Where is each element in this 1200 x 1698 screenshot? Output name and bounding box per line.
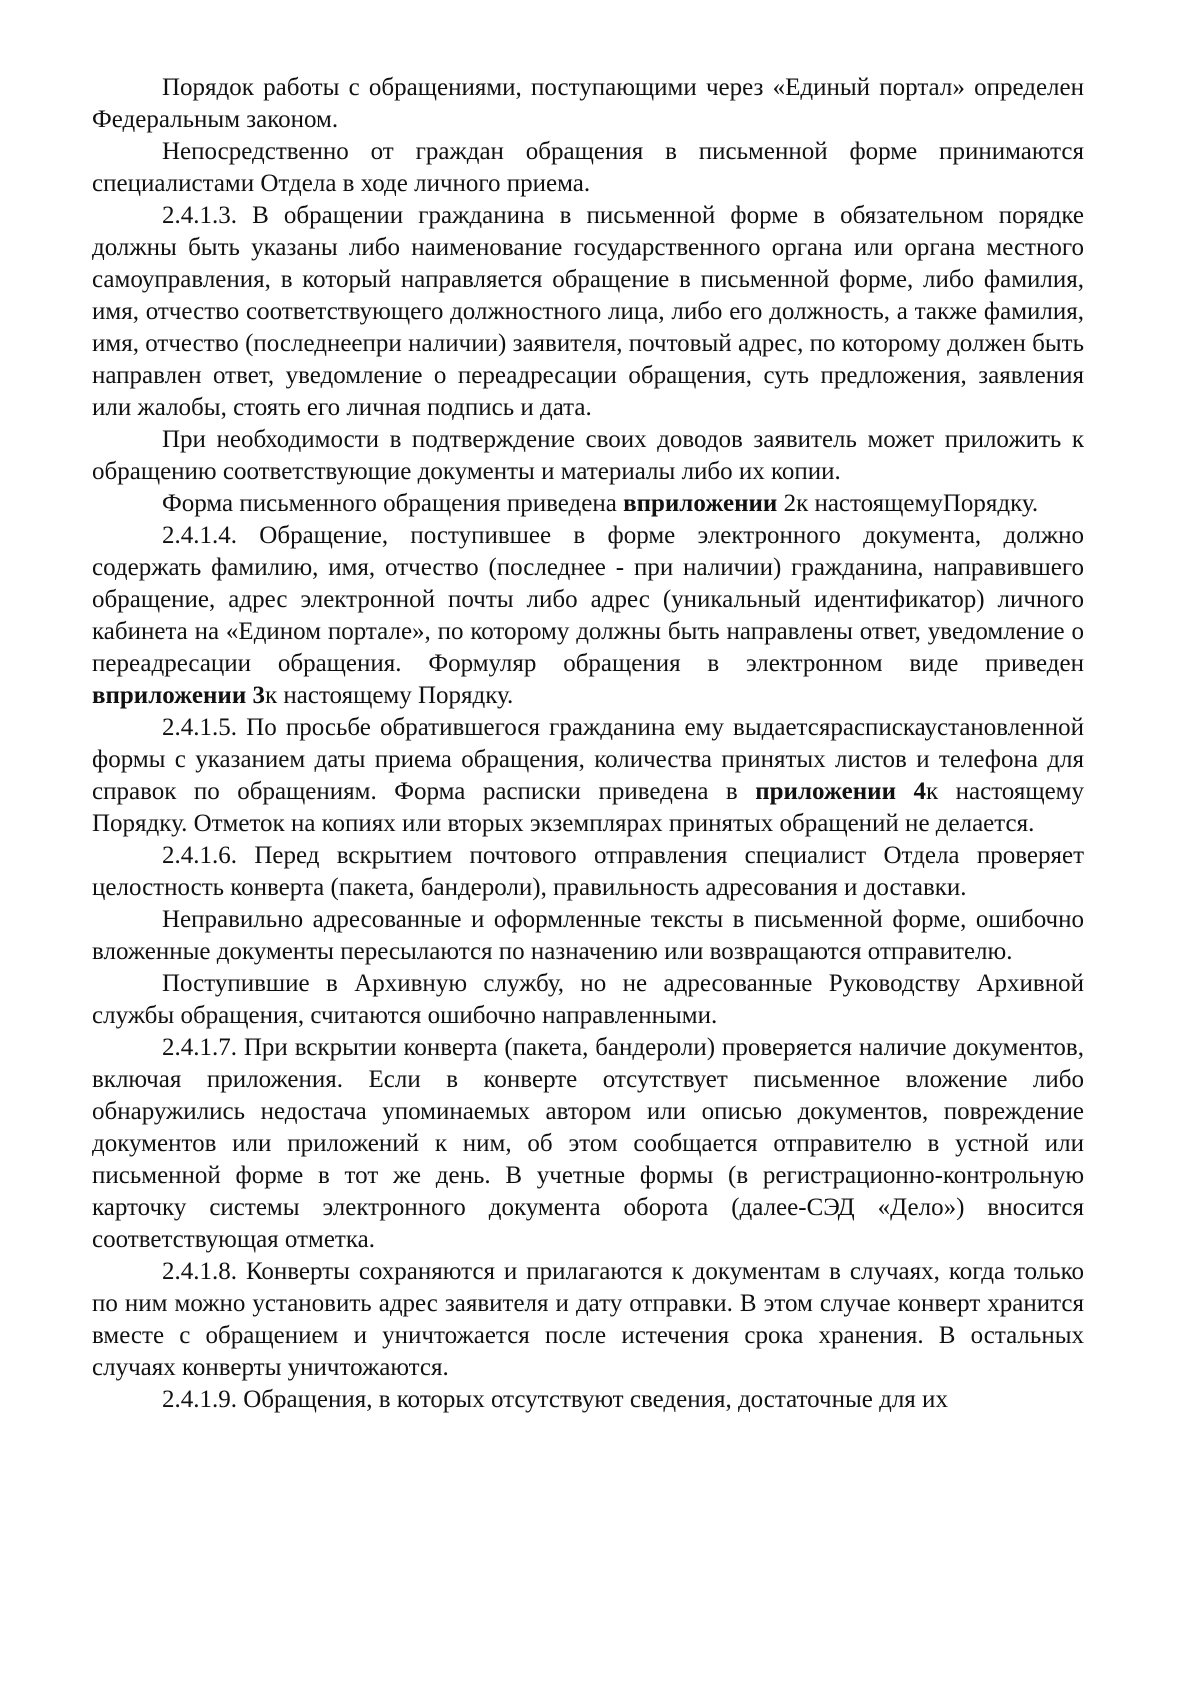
- bold-reference: вприложении 3: [92, 682, 265, 709]
- paragraph-p2: [92, 136, 1084, 200]
- paragraph-text: Неправильно адресованные и оформленные тексты в письменной форме, ошибочно вложенные документы пересылаются по назначению или возвращаются отправителю.: [92, 906, 1084, 965]
- paragraph-text: Порядок работы с обращениями, поступающими через «Единый портал» определен Федеральным законом.: [92, 74, 1084, 133]
- paragraph-text: 2.4.1.5. По просьбе обратившегося гражданина ему выдаетсяраспискаустановленной формы с указанием даты приема обращения, количества принятых листов и телефона для справок по обращениям. Форма расписки приведена в: [92, 714, 1084, 805]
- paragraph-p8: [92, 840, 1084, 904]
- paragraph-text: 2.4.1.7. При вскрытии конверта (пакета, бандероли) проверяется наличие документов, включая приложения. Если в конверте отсутствует письменное вложение либо обнаружились недостача упоминаемых автором или описью документов, повреждение документов или приложений к ним, об этом сообщается отправителю в устной или письменной форме в тот же день. В учетные формы (в регистрационно-контрольную карточку системы электронного документа оборота (далее-СЭД «Дело») вносится соответствующая отметка.: [92, 1034, 1084, 1253]
- paragraph-p12: [92, 1256, 1084, 1384]
- paragraph-text: 2.4.1.8. Конверты сохраняются и прилагаются к документам в случаях, когда только по ним можно установить адрес заявителя и дату отправки. В этом случае конверт хранится вместе с обращением и уничтожается после истечения срока хранения. В остальных случаях конверты уничтожаются.: [92, 1258, 1084, 1381]
- paragraph-p4: [92, 424, 1084, 488]
- paragraph-p9: [92, 904, 1084, 968]
- paragraph-p7: [92, 712, 1084, 840]
- paragraph-p6: [92, 520, 1084, 712]
- paragraph-text: 2к настоящемуПорядку.: [777, 490, 1039, 517]
- paragraph-text: к настоящему Порядку.: [264, 682, 514, 709]
- paragraph-text: 2.4.1.6. Перед вскрытием почтового отправления специалист Отдела проверяет целостность конверта (пакета, бандероли), правильность адресования и доставки.: [92, 842, 1084, 901]
- paragraph-p11: [92, 1032, 1084, 1256]
- paragraph-p10: [92, 968, 1084, 1032]
- paragraph-p5: [92, 488, 1084, 520]
- bold-reference: вприложении: [623, 490, 778, 517]
- paragraph-text: к настоящему Порядку. Отметок на копиях или вторых экземплярах принятых обращений не делается.: [92, 778, 1084, 837]
- paragraph-text: Непосредственно от граждан обращения в письменной форме принимаются специалистами Отдела в ходе личного приема.: [92, 138, 1084, 197]
- document-page: [92, 72, 1084, 1416]
- paragraph-p13: [92, 1384, 1084, 1416]
- paragraph-text: Поступившие в Архивную службу, но не адресованные Руководству Архивной службы обращения, считаются ошибочно направленными.: [92, 970, 1084, 1029]
- paragraph-p3: [92, 200, 1084, 424]
- paragraph-text: Форма письменного обращения приведена: [162, 490, 624, 517]
- paragraph-text: 2.4.1.3. В обращении гражданина в письменной форме в обязательном порядке должны быть указаны либо наименование государственного органа или органа местного самоуправления, в который направляется обращение в письменной форме, либо фамилия, имя, отчество соответствующего должностного лица, либо его должность, а также фамилия, имя, отчество (последнеепри наличии) заявителя, почтовый адрес, по которому должен быть направлен ответ, уведомление о переадресации обращения, суть предложения, заявления или жалобы, стоять его личная подпись и дата.: [92, 202, 1084, 421]
- bold-reference: приложении 4: [755, 778, 926, 805]
- paragraph-text: 2.4.1.4. Обращение, поступившее в форме электронного документа, должно содержать фамилию, имя, отчество (последнее - при наличии) гражданина, направившего обращение, адрес электронной почты либо адрес (уникальный идентификатор) личного кабинета на «Едином портале», по которому должны быть направлены ответ, уведомление о переадресации обращения. Формуляр обращения в электронном виде приведен: [92, 522, 1084, 677]
- paragraph-text: При необходимости в подтверждение своих доводов заявитель может приложить к обращению соответствующие документы и материалы либо их копии.: [92, 426, 1084, 485]
- paragraph-text: 2.4.1.9. Обращения, в которых отсутствуют сведения, достаточные для их: [162, 1386, 948, 1413]
- paragraph-p1: [92, 72, 1084, 136]
